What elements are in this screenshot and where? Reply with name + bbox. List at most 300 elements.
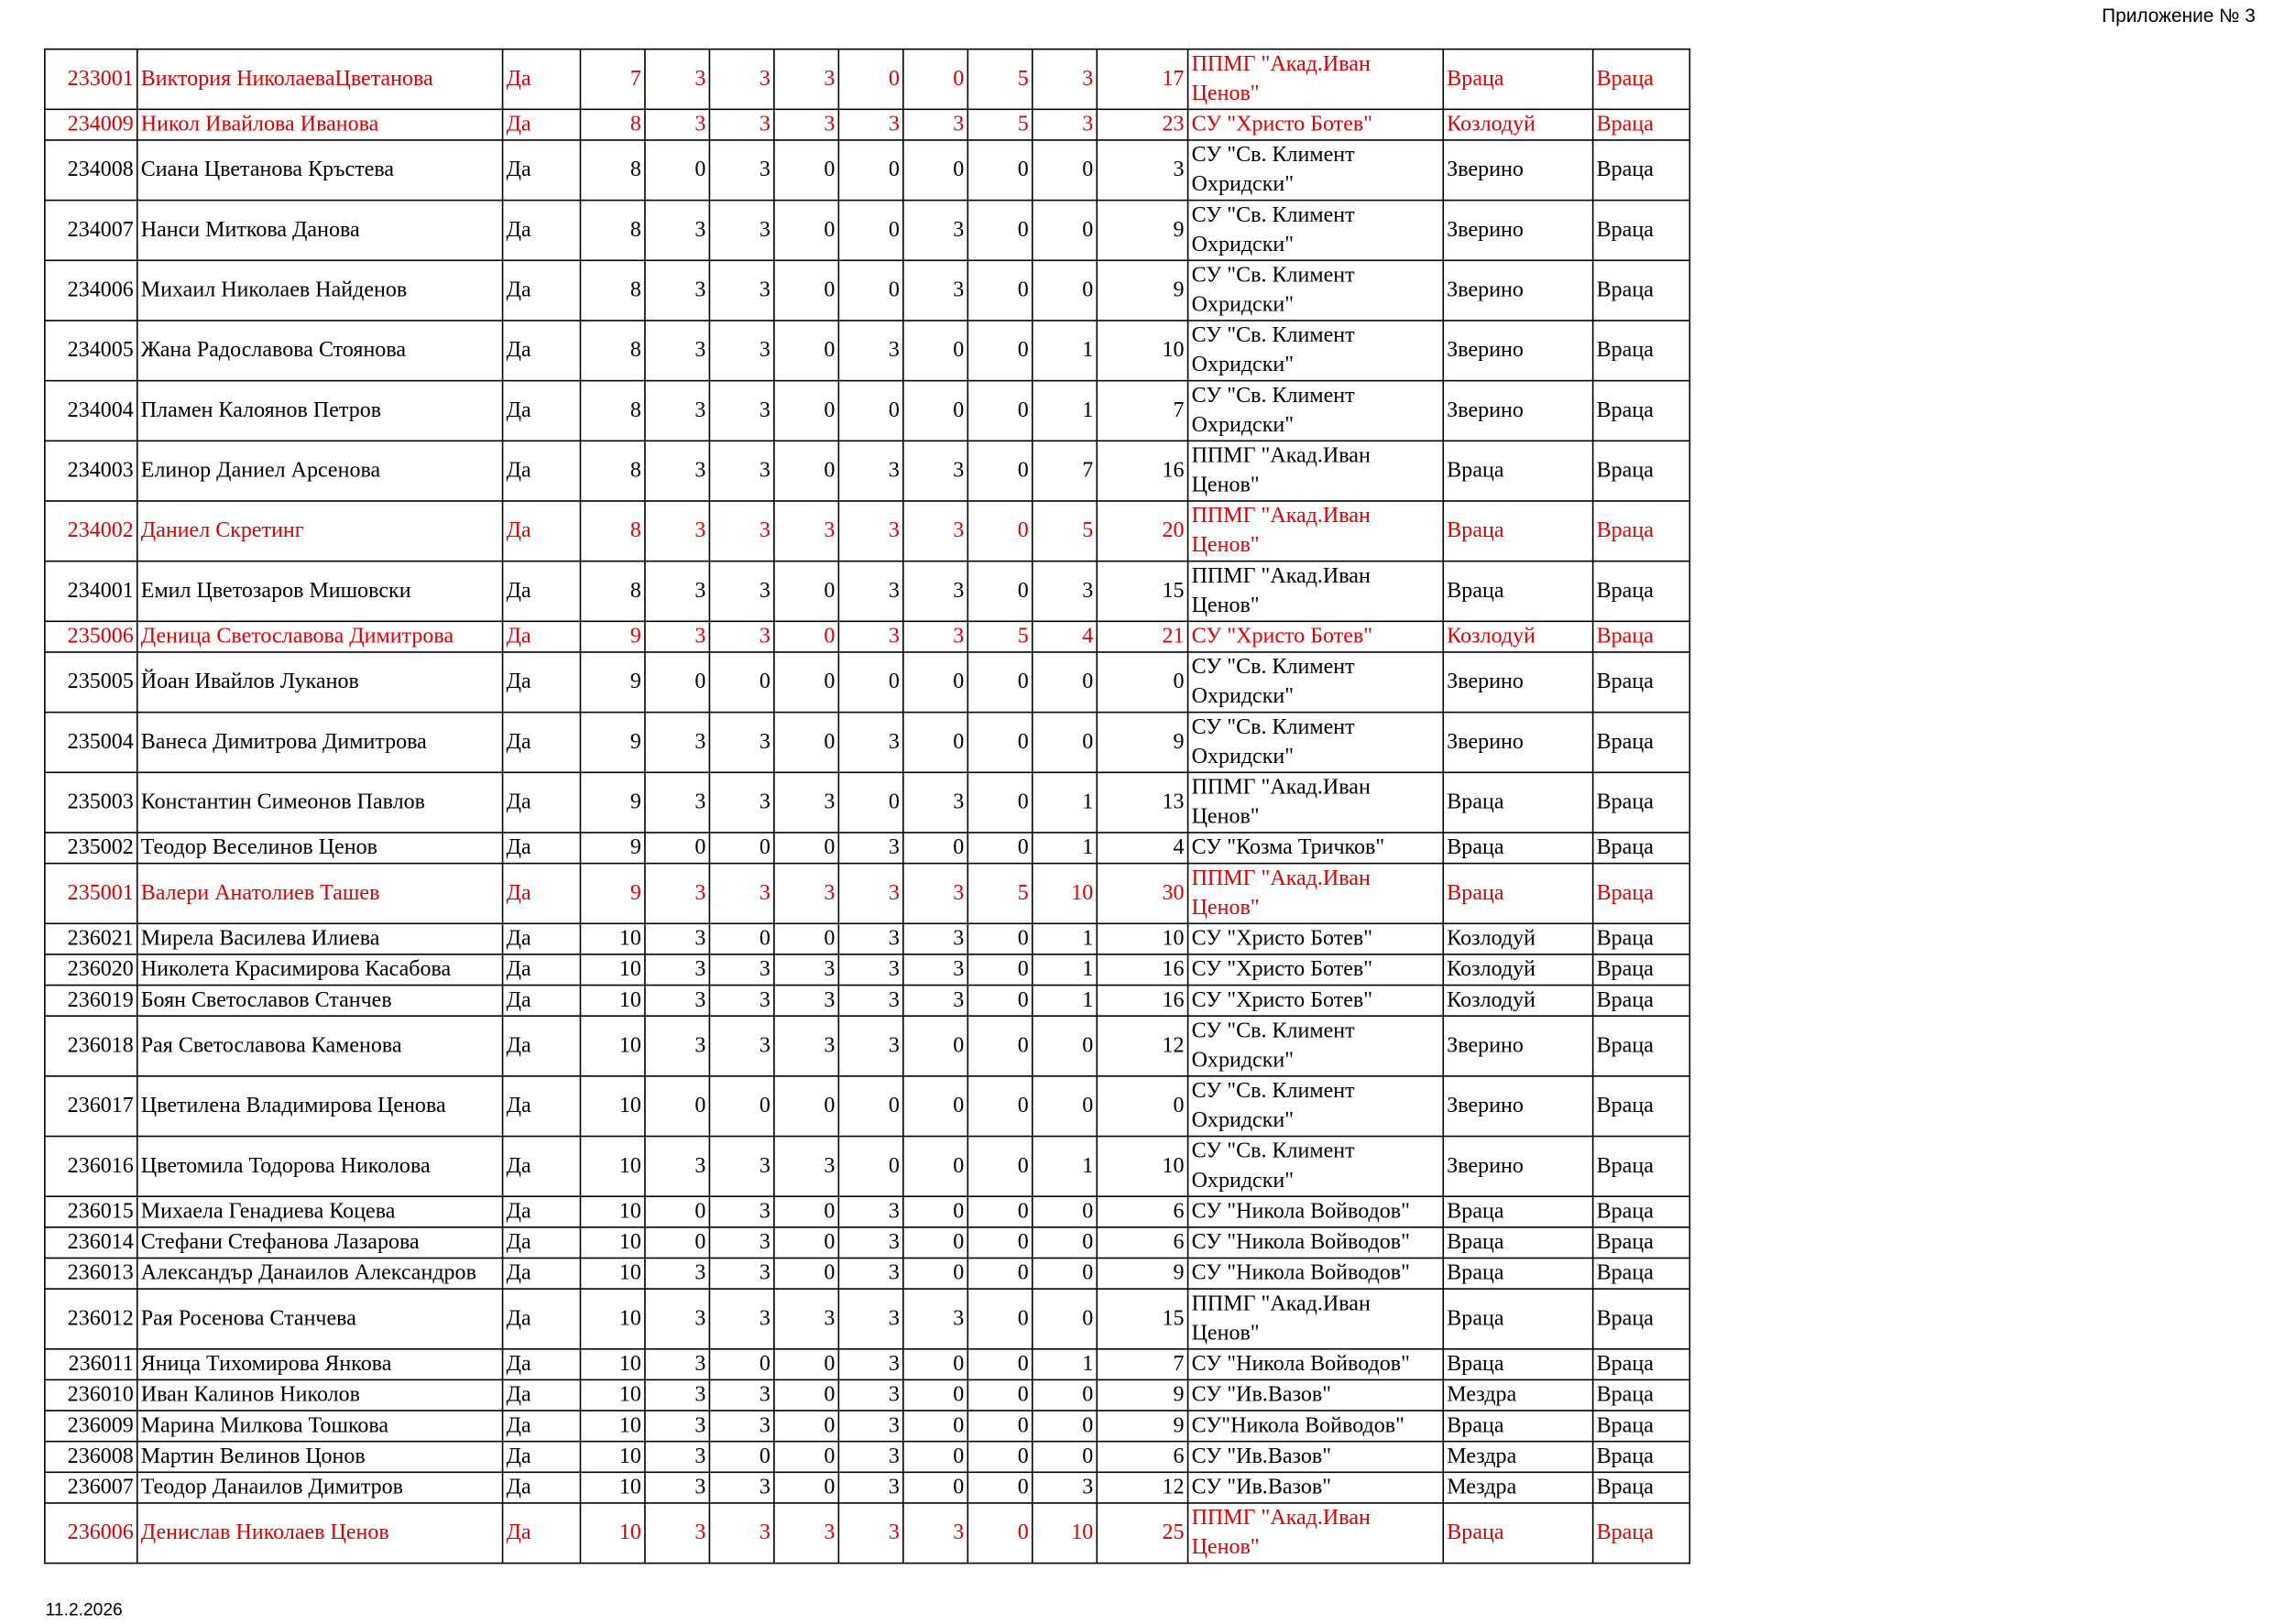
score-task-3: 0 bbox=[774, 713, 838, 773]
score-task-7: 0 bbox=[1033, 1227, 1097, 1259]
student-name: Иван Калинов Николов bbox=[137, 1379, 503, 1411]
score-task-6: 5 bbox=[967, 49, 1032, 110]
score-task-5: 3 bbox=[903, 864, 967, 924]
score-task-6: 0 bbox=[967, 1196, 1032, 1227]
town: Мездра bbox=[1443, 1472, 1592, 1503]
student-id: 234005 bbox=[45, 321, 137, 381]
grade: 9 bbox=[580, 833, 644, 864]
grade: 9 bbox=[580, 772, 644, 833]
score-task-5: 3 bbox=[903, 986, 967, 1017]
score-task-1: 3 bbox=[645, 49, 709, 110]
student-name: Нанси Миткова Данова bbox=[137, 201, 503, 261]
score-task-5: 3 bbox=[903, 109, 967, 140]
score-task-7: 0 bbox=[1033, 652, 1097, 713]
total-score: 9 bbox=[1097, 201, 1187, 261]
score-task-1: 3 bbox=[645, 713, 709, 773]
score-task-2: 3 bbox=[709, 986, 773, 1017]
score-task-1: 3 bbox=[645, 772, 709, 833]
region: Враца bbox=[1593, 713, 1690, 773]
town: Козлодуй bbox=[1443, 954, 1592, 986]
score-task-1: 3 bbox=[645, 1258, 709, 1289]
school-name: СУ "Ив.Вазов" bbox=[1188, 1442, 1444, 1473]
school-name: СУ"Никола Войводов" bbox=[1188, 1411, 1444, 1442]
score-task-3: 0 bbox=[774, 923, 838, 954]
score-task-6: 0 bbox=[967, 833, 1032, 864]
score-task-6: 0 bbox=[967, 321, 1032, 381]
total-score: 0 bbox=[1097, 1076, 1187, 1137]
score-task-6: 0 bbox=[967, 772, 1032, 833]
score-task-3: 3 bbox=[774, 109, 838, 140]
student-id: 234002 bbox=[45, 501, 137, 561]
table-row bbox=[45, 1227, 1690, 1259]
total-score: 17 bbox=[1097, 49, 1187, 110]
grade: 10 bbox=[580, 1227, 644, 1259]
student-id: 234007 bbox=[45, 201, 137, 261]
score-task-6: 0 bbox=[967, 381, 1032, 441]
score-task-2: 3 bbox=[709, 1503, 773, 1564]
grade: 10 bbox=[580, 1503, 644, 1564]
student-id: 235003 bbox=[45, 772, 137, 833]
score-task-4: 3 bbox=[838, 1289, 902, 1349]
student-name: Валери Анатолиев Ташев bbox=[137, 864, 503, 924]
town: Зверино bbox=[1443, 321, 1592, 381]
student-name: Мирела Василева Илиева bbox=[137, 923, 503, 954]
score-task-5: 3 bbox=[903, 201, 967, 261]
student-name: Рая Светославова Каменова bbox=[137, 1016, 503, 1076]
region: Враца bbox=[1593, 1076, 1690, 1137]
score-task-7: 1 bbox=[1033, 923, 1097, 954]
table-row bbox=[45, 652, 1690, 713]
school-name: ППМГ "Акад.Иван Ценов" bbox=[1188, 772, 1444, 833]
score-task-4: 0 bbox=[838, 381, 902, 441]
grade: 10 bbox=[580, 1137, 644, 1197]
grade: 10 bbox=[580, 1289, 644, 1349]
student-id: 236011 bbox=[45, 1349, 137, 1380]
town: Козлодуй bbox=[1443, 109, 1592, 140]
town: Враца bbox=[1443, 49, 1592, 110]
score-task-3: 0 bbox=[774, 561, 838, 622]
student-name: Елинор Даниел Арсенова bbox=[137, 441, 503, 501]
score-task-4: 0 bbox=[838, 201, 902, 261]
score-task-5: 3 bbox=[903, 260, 967, 321]
town: Козлодуй bbox=[1443, 621, 1592, 652]
table-row bbox=[45, 1472, 1690, 1503]
region: Враца bbox=[1593, 381, 1690, 441]
grade: 7 bbox=[580, 49, 644, 110]
total-score: 9 bbox=[1097, 1379, 1187, 1411]
school-name: СУ "Св. Климент Охридски" bbox=[1188, 713, 1444, 773]
region: Враца bbox=[1593, 1196, 1690, 1227]
town: Враца bbox=[1443, 1227, 1592, 1259]
school-name: ППМГ "Акад.Иван Ценов" bbox=[1188, 1503, 1444, 1564]
student-id: 234001 bbox=[45, 561, 137, 622]
score-task-5: 3 bbox=[903, 1289, 967, 1349]
town: Враца bbox=[1443, 441, 1592, 501]
score-task-1: 3 bbox=[645, 986, 709, 1017]
score-task-6: 0 bbox=[967, 1411, 1032, 1442]
score-task-4: 3 bbox=[838, 1196, 902, 1227]
score-task-7: 0 bbox=[1033, 260, 1097, 321]
score-task-6: 0 bbox=[967, 140, 1032, 201]
score-task-4: 3 bbox=[838, 923, 902, 954]
score-task-2: 0 bbox=[709, 652, 773, 713]
student-id: 236015 bbox=[45, 1196, 137, 1227]
attendance: Да bbox=[503, 1076, 581, 1137]
score-task-7: 1 bbox=[1033, 321, 1097, 381]
score-task-2: 3 bbox=[709, 864, 773, 924]
school-name: СУ "Никола Войводов" bbox=[1188, 1349, 1444, 1380]
school-name: СУ "Ив.Вазов" bbox=[1188, 1379, 1444, 1411]
table-row bbox=[45, 621, 1690, 652]
score-task-2: 0 bbox=[709, 1349, 773, 1380]
score-task-3: 0 bbox=[774, 1472, 838, 1503]
grade: 8 bbox=[580, 501, 644, 561]
attendance: Да bbox=[503, 260, 581, 321]
total-score: 7 bbox=[1097, 1349, 1187, 1380]
score-task-1: 3 bbox=[645, 1503, 709, 1564]
region: Враца bbox=[1593, 501, 1690, 561]
score-task-2: 3 bbox=[709, 1379, 773, 1411]
town: Зверино bbox=[1443, 652, 1592, 713]
score-task-1: 3 bbox=[645, 441, 709, 501]
score-task-7: 0 bbox=[1033, 1258, 1097, 1289]
total-score: 12 bbox=[1097, 1016, 1187, 1076]
student-id: 235005 bbox=[45, 652, 137, 713]
score-task-5: 0 bbox=[903, 1196, 967, 1227]
score-task-3: 0 bbox=[774, 1349, 838, 1380]
score-task-6: 0 bbox=[967, 652, 1032, 713]
score-task-6: 0 bbox=[967, 1227, 1032, 1259]
score-task-4: 3 bbox=[838, 561, 902, 622]
total-score: 6 bbox=[1097, 1227, 1187, 1259]
score-task-2: 3 bbox=[709, 561, 773, 622]
town: Враца bbox=[1443, 833, 1592, 864]
score-task-2: 3 bbox=[709, 1472, 773, 1503]
school-name: СУ "Никола Войводов" bbox=[1188, 1258, 1444, 1289]
total-score: 6 bbox=[1097, 1442, 1187, 1473]
student-name: Александър Данаилов Александров bbox=[137, 1258, 503, 1289]
school-name: СУ "Никола Войводов" bbox=[1188, 1196, 1444, 1227]
score-task-6: 5 bbox=[967, 864, 1032, 924]
score-task-1: 3 bbox=[645, 1442, 709, 1473]
school-name: СУ "Св. Климент Охридски" bbox=[1188, 1016, 1444, 1076]
score-task-3: 3 bbox=[774, 1289, 838, 1349]
score-task-2: 3 bbox=[709, 954, 773, 986]
region: Враца bbox=[1593, 1227, 1690, 1259]
score-task-2: 3 bbox=[709, 441, 773, 501]
table-row bbox=[45, 1076, 1690, 1137]
student-id: 236021 bbox=[45, 923, 137, 954]
school-name: СУ "Христо Ботев" bbox=[1188, 109, 1444, 140]
score-task-2: 3 bbox=[709, 501, 773, 561]
score-task-1: 3 bbox=[645, 1379, 709, 1411]
student-id: 236018 bbox=[45, 1016, 137, 1076]
town: Враца bbox=[1443, 1503, 1592, 1564]
score-task-5: 0 bbox=[903, 381, 967, 441]
attendance: Да bbox=[503, 49, 581, 110]
score-task-3: 0 bbox=[774, 1379, 838, 1411]
score-task-4: 0 bbox=[838, 772, 902, 833]
score-task-2: 3 bbox=[709, 1258, 773, 1289]
score-task-7: 0 bbox=[1033, 1411, 1097, 1442]
score-task-1: 0 bbox=[645, 1196, 709, 1227]
school-name: СУ "Христо Ботев" bbox=[1188, 621, 1444, 652]
score-task-4: 0 bbox=[838, 49, 902, 110]
score-task-5: 0 bbox=[903, 1442, 967, 1473]
score-task-2: 3 bbox=[709, 321, 773, 381]
score-task-6: 0 bbox=[967, 1379, 1032, 1411]
town: Враца bbox=[1443, 561, 1592, 622]
region: Враца bbox=[1593, 321, 1690, 381]
score-task-7: 1 bbox=[1033, 772, 1097, 833]
results-table bbox=[44, 49, 1690, 1564]
score-task-5: 0 bbox=[903, 49, 967, 110]
total-score: 25 bbox=[1097, 1503, 1187, 1564]
grade: 9 bbox=[580, 621, 644, 652]
grade: 10 bbox=[580, 1196, 644, 1227]
score-task-4: 3 bbox=[838, 109, 902, 140]
score-task-4: 3 bbox=[838, 864, 902, 924]
student-id: 236009 bbox=[45, 1411, 137, 1442]
school-name: СУ "Св. Климент Охридски" bbox=[1188, 652, 1444, 713]
score-task-3: 0 bbox=[774, 201, 838, 261]
total-score: 6 bbox=[1097, 1196, 1187, 1227]
table-row bbox=[45, 260, 1690, 321]
region: Враца bbox=[1593, 1349, 1690, 1380]
town: Враца bbox=[1443, 772, 1592, 833]
total-score: 30 bbox=[1097, 864, 1187, 924]
attendance: Да bbox=[503, 713, 581, 773]
score-task-6: 0 bbox=[967, 923, 1032, 954]
town: Враца bbox=[1443, 1411, 1592, 1442]
grade: 10 bbox=[580, 1076, 644, 1137]
score-task-3: 0 bbox=[774, 1411, 838, 1442]
score-task-4: 3 bbox=[838, 441, 902, 501]
score-task-7: 0 bbox=[1033, 201, 1097, 261]
score-task-7: 10 bbox=[1033, 864, 1097, 924]
score-task-4: 0 bbox=[838, 260, 902, 321]
table-row bbox=[45, 986, 1690, 1017]
table-row bbox=[45, 954, 1690, 986]
score-task-5: 3 bbox=[903, 923, 967, 954]
table-row bbox=[45, 381, 1690, 441]
student-name: Яница Тихомирова Янкова bbox=[137, 1349, 503, 1380]
score-task-1: 0 bbox=[645, 1227, 709, 1259]
table-row bbox=[45, 109, 1690, 140]
table-row bbox=[45, 321, 1690, 381]
table-row bbox=[45, 713, 1690, 773]
score-task-6: 0 bbox=[967, 986, 1032, 1017]
attendance: Да bbox=[503, 1411, 581, 1442]
score-task-5: 3 bbox=[903, 954, 967, 986]
student-name: Николета Красимирова Касабова bbox=[137, 954, 503, 986]
region: Враца bbox=[1593, 621, 1690, 652]
grade: 10 bbox=[580, 1016, 644, 1076]
score-task-2: 0 bbox=[709, 833, 773, 864]
score-task-5: 0 bbox=[903, 833, 967, 864]
score-task-7: 1 bbox=[1033, 1349, 1097, 1380]
school-name: СУ "Христо Ботев" bbox=[1188, 923, 1444, 954]
score-task-6: 0 bbox=[967, 954, 1032, 986]
score-task-1: 3 bbox=[645, 621, 709, 652]
score-task-3: 0 bbox=[774, 321, 838, 381]
score-task-2: 3 bbox=[709, 260, 773, 321]
score-task-6: 0 bbox=[967, 201, 1032, 261]
score-task-6: 0 bbox=[967, 1016, 1032, 1076]
score-task-2: 3 bbox=[709, 1016, 773, 1076]
town: Зверино bbox=[1443, 201, 1592, 261]
student-id: 234009 bbox=[45, 109, 137, 140]
attendance: Да bbox=[503, 109, 581, 140]
student-name: Виктория НиколаеваЦветанова bbox=[137, 49, 503, 110]
student-id: 236014 bbox=[45, 1227, 137, 1259]
student-id: 236012 bbox=[45, 1289, 137, 1349]
total-score: 3 bbox=[1097, 140, 1187, 201]
score-task-5: 3 bbox=[903, 1503, 967, 1564]
score-task-2: 3 bbox=[709, 1196, 773, 1227]
grade: 8 bbox=[580, 321, 644, 381]
grade: 10 bbox=[580, 954, 644, 986]
region: Враца bbox=[1593, 441, 1690, 501]
score-task-7: 10 bbox=[1033, 1503, 1097, 1564]
score-task-5: 0 bbox=[903, 713, 967, 773]
region: Враца bbox=[1593, 1379, 1690, 1411]
table-row bbox=[45, 833, 1690, 864]
score-task-5: 0 bbox=[903, 321, 967, 381]
region: Враца bbox=[1593, 1289, 1690, 1349]
region: Враца bbox=[1593, 864, 1690, 924]
attendance: Да bbox=[503, 772, 581, 833]
score-task-1: 3 bbox=[645, 923, 709, 954]
score-task-7: 3 bbox=[1033, 1472, 1097, 1503]
score-task-3: 3 bbox=[774, 1137, 838, 1197]
town: Враца bbox=[1443, 1196, 1592, 1227]
score-task-4: 0 bbox=[838, 652, 902, 713]
region: Враца bbox=[1593, 986, 1690, 1017]
score-task-2: 3 bbox=[709, 1289, 773, 1349]
table-row bbox=[45, 1289, 1690, 1349]
total-score: 10 bbox=[1097, 1137, 1187, 1197]
town: Враца bbox=[1443, 1349, 1592, 1380]
score-task-7: 3 bbox=[1033, 561, 1097, 622]
score-task-3: 0 bbox=[774, 1227, 838, 1259]
student-name: Йоан Ивайлов Луканов bbox=[137, 652, 503, 713]
attendance: Да bbox=[503, 621, 581, 652]
score-task-5: 3 bbox=[903, 501, 967, 561]
total-score: 21 bbox=[1097, 621, 1187, 652]
score-task-7: 0 bbox=[1033, 1196, 1097, 1227]
school-name: СУ "Св. Климент Охридски" bbox=[1188, 381, 1444, 441]
score-task-5: 0 bbox=[903, 140, 967, 201]
student-id: 236016 bbox=[45, 1137, 137, 1197]
school-name: СУ "Ив.Вазов" bbox=[1188, 1472, 1444, 1503]
score-task-1: 3 bbox=[645, 109, 709, 140]
town: Зверино bbox=[1443, 140, 1592, 201]
score-task-6: 0 bbox=[967, 713, 1032, 773]
grade: 10 bbox=[580, 1258, 644, 1289]
score-task-1: 3 bbox=[645, 201, 709, 261]
region: Враца bbox=[1593, 923, 1690, 954]
table-row bbox=[45, 1196, 1690, 1227]
score-task-2: 3 bbox=[709, 140, 773, 201]
town: Козлодуй bbox=[1443, 923, 1592, 954]
region: Враца bbox=[1593, 201, 1690, 261]
score-task-5: 0 bbox=[903, 1227, 967, 1259]
table-row bbox=[45, 1411, 1690, 1442]
table-row bbox=[45, 140, 1690, 201]
score-task-5: 0 bbox=[903, 1472, 967, 1503]
score-task-2: 3 bbox=[709, 713, 773, 773]
total-score: 9 bbox=[1097, 713, 1187, 773]
student-name: Михаил Николаев Найденов bbox=[137, 260, 503, 321]
score-task-2: 3 bbox=[709, 381, 773, 441]
total-score: 16 bbox=[1097, 441, 1187, 501]
region: Враца bbox=[1593, 1258, 1690, 1289]
student-id: 236006 bbox=[45, 1503, 137, 1564]
appendix-label: Приложение № 3 bbox=[2102, 4, 2256, 27]
total-score: 10 bbox=[1097, 923, 1187, 954]
attendance: Да bbox=[503, 1016, 581, 1076]
student-name: Михаела Генадиева Коцева bbox=[137, 1196, 503, 1227]
score-task-1: 3 bbox=[645, 1016, 709, 1076]
attendance: Да bbox=[503, 923, 581, 954]
score-task-4: 3 bbox=[838, 833, 902, 864]
town: Зверино bbox=[1443, 260, 1592, 321]
town: Зверино bbox=[1443, 1076, 1592, 1137]
score-task-4: 3 bbox=[838, 1442, 902, 1473]
score-task-7: 0 bbox=[1033, 1016, 1097, 1076]
student-id: 236019 bbox=[45, 986, 137, 1017]
student-id: 235002 bbox=[45, 833, 137, 864]
region: Враца bbox=[1593, 833, 1690, 864]
score-task-2: 3 bbox=[709, 1137, 773, 1197]
grade: 10 bbox=[580, 1349, 644, 1380]
score-task-2: 3 bbox=[709, 49, 773, 110]
score-task-2: 3 bbox=[709, 201, 773, 261]
score-task-4: 0 bbox=[838, 1137, 902, 1197]
region: Враца bbox=[1593, 1472, 1690, 1503]
student-id: 233001 bbox=[45, 49, 137, 110]
student-name: Теодор Данаилов Димитров bbox=[137, 1472, 503, 1503]
score-task-1: 3 bbox=[645, 1137, 709, 1197]
total-score: 9 bbox=[1097, 260, 1187, 321]
score-task-3: 0 bbox=[774, 621, 838, 652]
score-task-2: 3 bbox=[709, 772, 773, 833]
total-score: 23 bbox=[1097, 109, 1187, 140]
student-id: 236007 bbox=[45, 1472, 137, 1503]
score-task-1: 0 bbox=[645, 833, 709, 864]
student-id: 235006 bbox=[45, 621, 137, 652]
grade: 10 bbox=[580, 1411, 644, 1442]
score-task-1: 0 bbox=[645, 652, 709, 713]
student-id: 234008 bbox=[45, 140, 137, 201]
attendance: Да bbox=[503, 501, 581, 561]
region: Враца bbox=[1593, 1503, 1690, 1564]
student-id: 234006 bbox=[45, 260, 137, 321]
region: Враца bbox=[1593, 109, 1690, 140]
town: Враца bbox=[1443, 864, 1592, 924]
score-task-1: 3 bbox=[645, 260, 709, 321]
school-name: СУ "Христо Ботев" bbox=[1188, 986, 1444, 1017]
table-row bbox=[45, 561, 1690, 622]
region: Враца bbox=[1593, 1137, 1690, 1197]
school-name: ППМГ "Акад.Иван Ценов" bbox=[1188, 501, 1444, 561]
score-task-6: 0 bbox=[967, 1258, 1032, 1289]
score-task-3: 0 bbox=[774, 441, 838, 501]
score-task-3: 0 bbox=[774, 1442, 838, 1473]
town: Зверино bbox=[1443, 713, 1592, 773]
score-task-5: 0 bbox=[903, 1379, 967, 1411]
